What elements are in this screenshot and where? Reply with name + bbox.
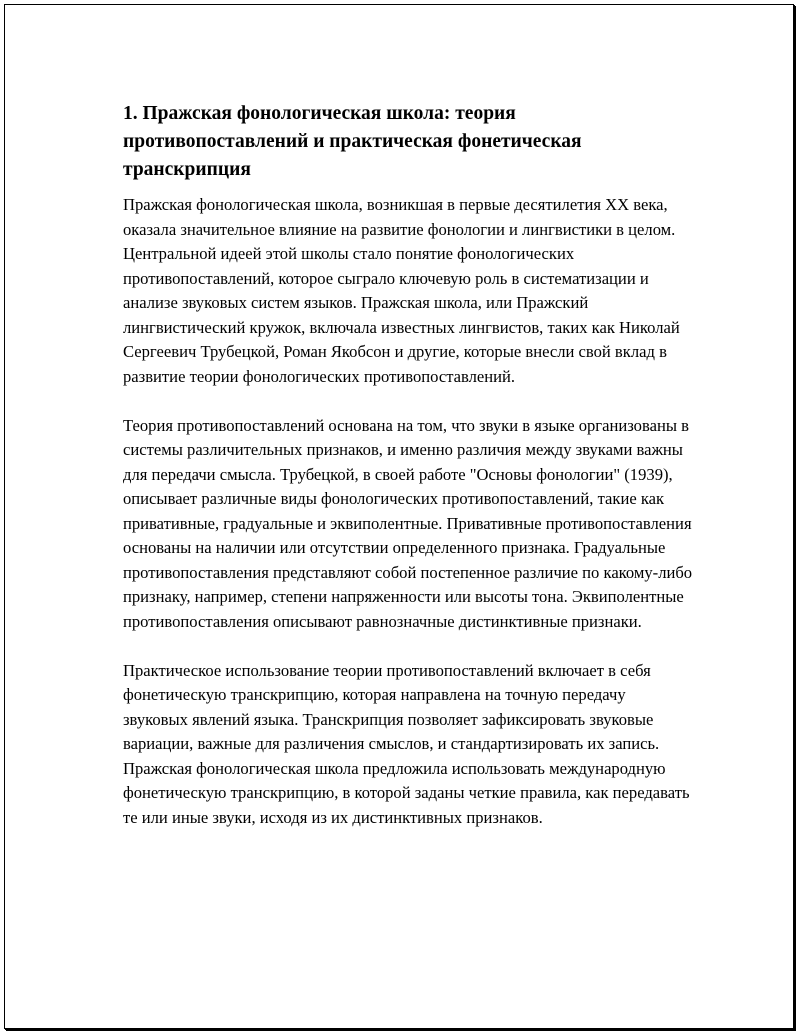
paragraph-2: Теория противопоставлений основана на том, что звуки в языке организованы в системы различительных признаков, и именно различия между звуками важны для передачи смысла. Трубецкой, в своей работе "Основы фонологии" (1939), описывает различные виды фонологических противопоставлений, такие как привативные, градуальные и эквиполентные. Привативные противопоставления основаны на наличии или отсутствии определенного признака. Градуальные противопоставления представляют собой постепенное различие по какому-либо признаку, например, степени напряженности или высоты тона. Эквиполентные противопоставления описывают равнозначные дистинктивные признаки. [123, 415, 693, 631]
paragraph-3: Практическое использование теории противопоставлений включает в себя фонетическую транскрипцию, которая направлена на точную передачу звуковых явлений языка. Транскрипция позволяет зафиксировать звуковые вариации, важные для различения смыслов, и стандартизировать их запись. Пражская фонологическая школа предложила использовать международную фонетическую транскрипцию, в которой заданы четкие правила, как передавать те или иные звуки, исходя из их дистинктивных признаков. [123, 660, 690, 827]
section-heading: 1. Пражская фонологическая школа: теория противопоставлений и практическая фонетическая транскрипция [123, 103, 582, 180]
document-body [123, 100, 693, 855]
page-frame [4, 4, 794, 1029]
paragraph-1: Пражская фонологическая школа, возникшая в первые десятилетия XX века, оказала значительное влияние на развитие фонологии и лингвистики в целом. Центральной идеей этой школы стало понятие фонологических противопоставлений, которое сыграло ключевую роль в систематизации и анализе звуковых систем языков. Пражская школа, или Пражский лингвистический кружок, включала известных лингвистов, таких как Николай Сергеевич Трубецкой, Роман Якобсон и другие, которые внесли свой вклад в развитие теории фонологических противопоставлений. [123, 195, 680, 386]
